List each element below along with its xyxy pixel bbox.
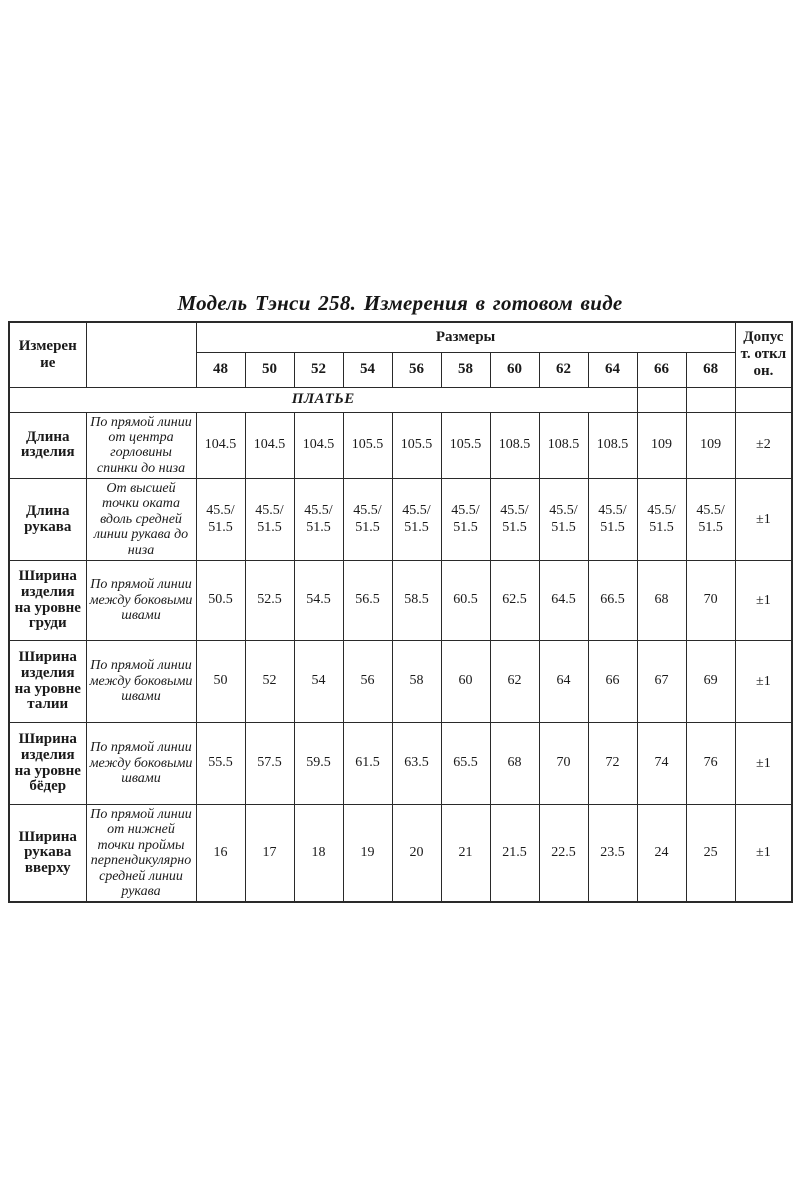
value-cell: 65.5 <box>441 723 490 805</box>
value-cell: 59.5 <box>294 723 343 805</box>
measurement-name: Длина изделия <box>9 412 86 479</box>
value-cell: 104.5 <box>245 412 294 479</box>
value-cell: 68 <box>637 561 686 641</box>
table-row <box>9 412 792 479</box>
value-cell: 45.5/ 51.5 <box>245 479 294 561</box>
value-cell: 108.5 <box>490 412 539 479</box>
value-cell: 67 <box>637 641 686 723</box>
measurement-name: Ширина изделия на уровне бёдер <box>9 723 86 805</box>
section-label: ПЛАТЬЕ <box>9 387 637 412</box>
value-cell: 25 <box>686 805 735 903</box>
value-cell: 56 <box>343 641 392 723</box>
value-cell: 55.5 <box>196 723 245 805</box>
value-cell: 24 <box>637 805 686 903</box>
page-title: Модель Тэнси 258. Измерения в готовом виде <box>177 291 623 315</box>
value-cell: 54 <box>294 641 343 723</box>
value-cell: 68 <box>490 723 539 805</box>
value-cell: 45.5/ 51.5 <box>441 479 490 561</box>
value-cell: 60 <box>441 641 490 723</box>
measurement-name: Длина рукава <box>9 479 86 561</box>
value-cell: 17 <box>245 805 294 903</box>
measurement-description: По прямой линии между боковыми швами <box>86 723 196 805</box>
value-cell: 56.5 <box>343 561 392 641</box>
value-cell: 66 <box>588 641 637 723</box>
col-header-description <box>86 322 196 387</box>
table-row <box>9 723 792 805</box>
measurement-name: Ширина изделия на уровне груди <box>9 561 86 641</box>
measurement-description: По прямой линии между боковыми швами <box>86 641 196 723</box>
value-cell: 45.5/ 51.5 <box>686 479 735 561</box>
size-col-header: 68 <box>686 352 735 387</box>
value-cell: 58 <box>392 641 441 723</box>
section-row <box>9 387 792 412</box>
value-cell: 109 <box>686 412 735 479</box>
value-cell: 108.5 <box>588 412 637 479</box>
measurement-description: По прямой линии от нижней точки проймы перпендикулярно средней линии рукава <box>86 805 196 903</box>
value-cell: 45.5/ 51.5 <box>196 479 245 561</box>
tolerance-cell: ±1 <box>735 805 792 903</box>
value-cell: 16 <box>196 805 245 903</box>
value-cell: 64 <box>539 641 588 723</box>
value-cell: 50 <box>196 641 245 723</box>
size-col-header: 50 <box>245 352 294 387</box>
value-cell: 66.5 <box>588 561 637 641</box>
value-cell: 105.5 <box>392 412 441 479</box>
measurement-name: Ширина рукава вверху <box>9 805 86 903</box>
tolerance-cell: ±1 <box>735 479 792 561</box>
value-cell: 45.5/ 51.5 <box>588 479 637 561</box>
header-row-top <box>9 322 792 352</box>
value-cell: 63.5 <box>392 723 441 805</box>
value-cell: 76 <box>686 723 735 805</box>
col-header-sizes: Размеры <box>196 322 735 352</box>
col-header-measurement: Измерение <box>9 322 86 387</box>
value-cell: 20 <box>392 805 441 903</box>
value-cell: 45.5/ 51.5 <box>539 479 588 561</box>
value-cell: 22.5 <box>539 805 588 903</box>
value-cell: 104.5 <box>294 412 343 479</box>
tolerance-cell: ±2 <box>735 412 792 479</box>
value-cell: 21 <box>441 805 490 903</box>
tolerance-cell: ±1 <box>735 561 792 641</box>
table-row <box>9 641 792 723</box>
value-cell: 70 <box>686 561 735 641</box>
value-cell: 18 <box>294 805 343 903</box>
size-col-header: 58 <box>441 352 490 387</box>
measurements-table <box>8 321 793 903</box>
value-cell: 58.5 <box>392 561 441 641</box>
value-cell: 61.5 <box>343 723 392 805</box>
measurement-name: Ширина изделия на уровне талии <box>9 641 86 723</box>
size-col-header: 60 <box>490 352 539 387</box>
value-cell: 105.5 <box>343 412 392 479</box>
empty-cell <box>735 387 792 412</box>
empty-cell <box>686 387 735 412</box>
size-col-header: 66 <box>637 352 686 387</box>
value-cell: 64.5 <box>539 561 588 641</box>
value-cell: 52 <box>245 641 294 723</box>
table-row <box>9 805 792 903</box>
tolerance-cell: ±1 <box>735 723 792 805</box>
value-cell: 23.5 <box>588 805 637 903</box>
value-cell: 45.5/ 51.5 <box>490 479 539 561</box>
value-cell: 105.5 <box>441 412 490 479</box>
value-cell: 62.5 <box>490 561 539 641</box>
value-cell: 45.5/ 51.5 <box>392 479 441 561</box>
value-cell: 62 <box>490 641 539 723</box>
value-cell: 19 <box>343 805 392 903</box>
table-row <box>9 561 792 641</box>
tolerance-cell: ±1 <box>735 641 792 723</box>
value-cell: 45.5/ 51.5 <box>343 479 392 561</box>
value-cell: 104.5 <box>196 412 245 479</box>
measurement-description: По прямой линии от центра горловины спинки до низа <box>86 412 196 479</box>
table-row <box>9 479 792 561</box>
value-cell: 108.5 <box>539 412 588 479</box>
value-cell: 69 <box>686 641 735 723</box>
value-cell: 45.5/ 51.5 <box>637 479 686 561</box>
size-col-header: 64 <box>588 352 637 387</box>
value-cell: 74 <box>637 723 686 805</box>
value-cell: 52.5 <box>245 561 294 641</box>
size-col-header: 62 <box>539 352 588 387</box>
size-col-header: 56 <box>392 352 441 387</box>
value-cell: 72 <box>588 723 637 805</box>
measurement-description: От высшей точки оката вдоль средней линии рукава до низа <box>86 479 196 561</box>
measurement-description: По прямой линии между боковыми швами <box>86 561 196 641</box>
size-col-header: 54 <box>343 352 392 387</box>
value-cell: 21.5 <box>490 805 539 903</box>
col-header-tolerance: Допуст. отклон. <box>735 322 792 387</box>
value-cell: 70 <box>539 723 588 805</box>
size-col-header: 48 <box>196 352 245 387</box>
value-cell: 45.5/ 51.5 <box>294 479 343 561</box>
value-cell: 57.5 <box>245 723 294 805</box>
size-col-header: 52 <box>294 352 343 387</box>
value-cell: 50.5 <box>196 561 245 641</box>
value-cell: 109 <box>637 412 686 479</box>
value-cell: 54.5 <box>294 561 343 641</box>
value-cell: 60.5 <box>441 561 490 641</box>
empty-cell <box>637 387 686 412</box>
